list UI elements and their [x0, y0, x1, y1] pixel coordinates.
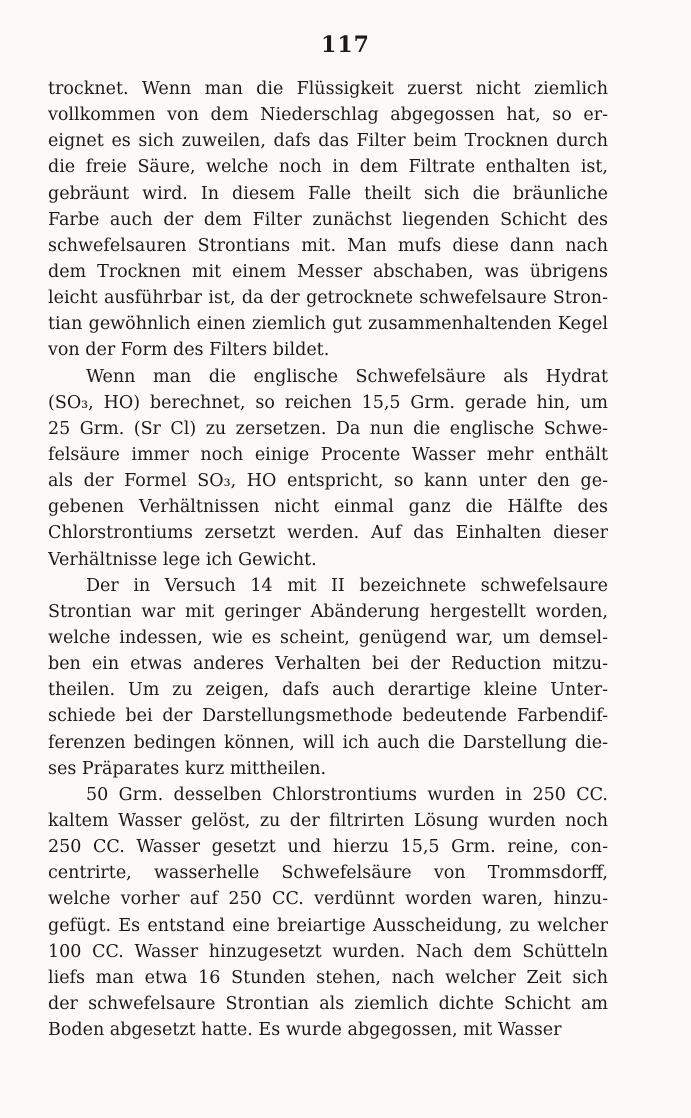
- text-line: Farbe auch der dem Filter zunächst liegenden Schicht des: [48, 209, 608, 230]
- text-line: eignet es sich zuweilen, dafs das Filter beim Trocknen durch: [48, 131, 608, 152]
- text-line: schiede bei der Darstellungsmethode bedeutende Farbendif-: [48, 706, 608, 727]
- text-line: Der in Versuch 14 mit II bezeichnete schwefelsaure: [86, 575, 608, 596]
- text-line: tian gewöhnlich einen ziemlich gut zusammenhaltenden Kegel: [48, 314, 608, 335]
- text-line: dem Trocknen mit einem Messer abschaben, was übrigens: [48, 261, 608, 282]
- body-text: [48, 76, 608, 1043]
- text-line: 25 Grm. (Sr Cl) zu zersetzen. Da nun die englische Schwe-: [48, 418, 608, 439]
- text-line: centrirte, wasserhelle Schwefelsäure von Trommsdorff,: [48, 863, 608, 884]
- paragraph: [48, 782, 608, 1043]
- text-line: felsäure immer noch einige Procente Wasser mehr enthält: [48, 444, 608, 465]
- text-line: vollkommen von dem Niederschlag abgegossen hat, so er-: [48, 105, 608, 126]
- text-line: von der Form des Filters bildet.: [48, 340, 330, 361]
- text-line: (SO₃, HO) berechnet, so reichen 15,5 Grm. gerade hin, um: [48, 392, 608, 413]
- text-line: gefügt. Es entstand eine breiartige Ausscheidung, zu welcher: [48, 915, 608, 936]
- text-line: ferenzen bedingen können, will ich auch die Darstellung die-: [48, 732, 608, 753]
- text-line: gebenen Verhältnissen nicht einmal ganz die Hälfte des: [48, 497, 608, 518]
- text-line: trocknet. Wenn man die Flüssigkeit zuerst nicht ziemlich: [48, 79, 608, 99]
- text-line: der schwefelsaure Strontian als ziemlich dichte Schicht am: [48, 993, 608, 1014]
- text-line: Wenn man die englische Schwefelsäure als Hydrat: [86, 366, 608, 387]
- paragraph: [48, 76, 608, 364]
- text-line: Strontian war mit geringer Abänderung hergestellt worden,: [48, 601, 608, 622]
- text-line: welche vorher auf 250 CC. verdünnt worden waren, hinzu-: [48, 889, 608, 910]
- paragraph: [48, 364, 608, 573]
- text-line: welche indessen, wie es scheint, genügend war, um demsel-: [48, 627, 608, 648]
- text-line: liefs man etwa 16 Stunden stehen, nach welcher Zeit sich: [48, 967, 608, 988]
- text-line: als der Formel SO₃, HO entspricht, so kann unter den ge-: [48, 471, 608, 492]
- text-line: schwefelsauren Strontians mit. Man mufs diese dann nach: [48, 235, 608, 256]
- text-line: 250 CC. Wasser gesetzt und hierzu 15,5 Grm. reine, con-: [48, 837, 608, 858]
- text-line: leicht ausführbar ist, da der getrocknete schwefelsaure Stron-: [48, 288, 608, 309]
- text-line: ses Präparates kurz mittheilen.: [48, 758, 327, 779]
- text-line: die freie Säure, welche noch in dem Filtrate enthalten ist,: [48, 157, 608, 178]
- text-line: 50 Grm. desselben Chlorstrontiums wurden in 250 CC.: [86, 784, 608, 805]
- text-line: Boden abgesetzt hatte. Es wurde abgegossen, mit Wasser: [48, 1020, 562, 1041]
- text-line: 100 CC. Wasser hinzugesetzt wurden. Nach dem Schütteln: [48, 941, 608, 962]
- text-line: Verhältnisse lege ich Gewicht.: [48, 549, 317, 570]
- text-line: kaltem Wasser gelöst, zu der filtrirten Lösung wurden noch: [48, 810, 608, 831]
- paragraph: [48, 573, 608, 782]
- page-number: 117: [321, 32, 370, 58]
- text-line: ben ein etwas anderes Verhalten bei der Reduction mitzu-: [48, 654, 608, 675]
- text-line: theilen. Um zu zeigen, dafs auch derartige kleine Unter-: [48, 680, 608, 701]
- text-line: Chlorstrontiums zersetzt werden. Auf das Einhalten dieser: [48, 523, 608, 544]
- text-line: gebräunt wird. In diesem Falle theilt sich die bräunliche: [48, 183, 608, 204]
